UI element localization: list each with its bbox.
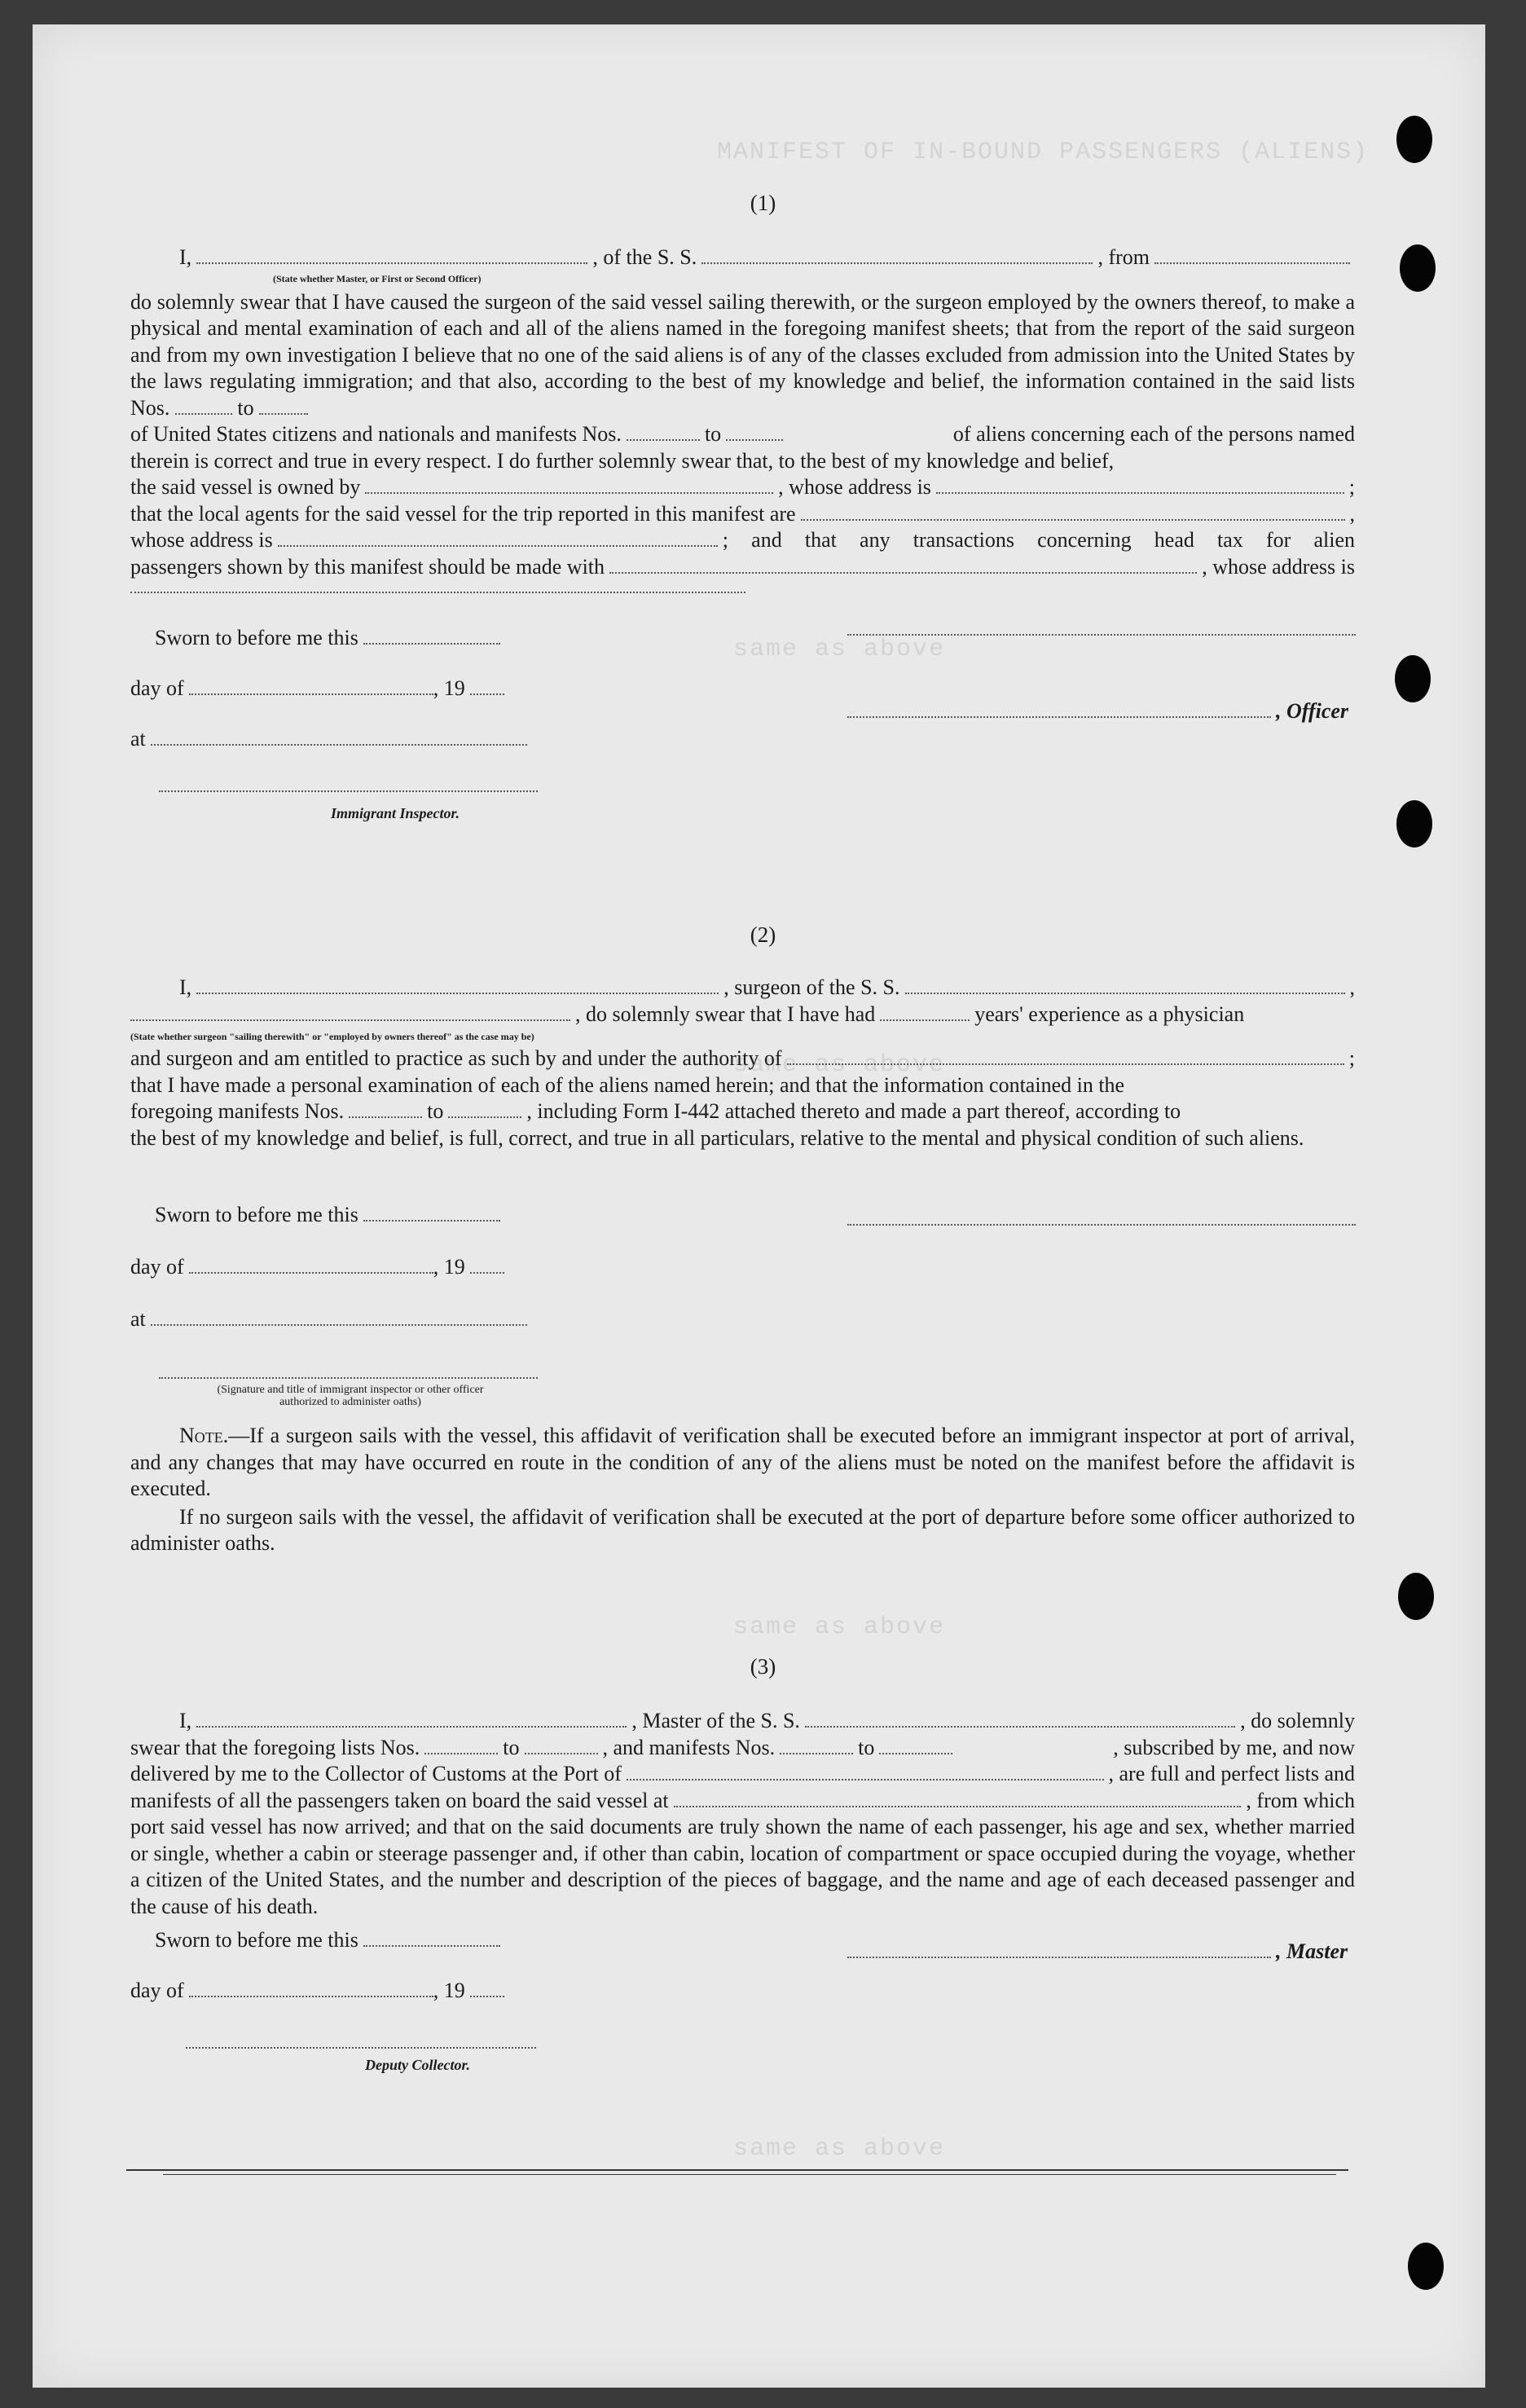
lists-to-field[interactable] [259,413,308,415]
section-2-status-note: (State whether surgeon "sailing therewith" or "employed by owners thereof" as the case may be) [130,1031,534,1042]
section-2-line-4: that I have made a personal examination of each of the aliens named herein; and that the information contained in the [130,1072,1125,1097]
section-1-year-field[interactable] [470,679,504,695]
section-2-oath [130,975,1355,1151]
section-3-year-field[interactable] [470,1981,504,1997]
head-tax-address-field[interactable] [130,580,745,593]
bottom-rule-thin [163,2174,1336,2175]
local-agents-field[interactable] [801,504,1345,521]
bleed-through-text: MANIFEST OF IN-BOUND PASSENGERS (ALIENS) [717,139,1370,166]
authority-field[interactable] [787,1049,1344,1065]
punch-hole [1396,116,1432,163]
section-1-rank-note: (State whether Master, or First or Second Officer) [273,273,482,284]
section-1-citizens-line: of United States citizens and nationals and manifests Nos. to of aliens concerning each of the persons named [130,422,1355,446]
section-1-body-2: therein is correct and true in every respect. I do further solemnly swear that, to the best of my knowledge and belief, [130,448,1115,473]
section-3-manifests-to-field[interactable] [879,1738,952,1754]
owner-address-field[interactable] [936,478,1344,494]
section-3-line-3: delivered by me to the Collector of Customs at the Port of , are full and perfect lists and [130,1762,1355,1785]
section-1-at-field[interactable] [151,729,527,746]
master-signature-field[interactable] [847,1942,1271,1958]
deputy-collector-signature-field[interactable] [186,2047,536,2049]
section-3-sworn-date-field[interactable] [363,1930,500,1947]
port-of-arrival-field[interactable] [627,1764,1104,1781]
section-1-oath [130,244,1355,593]
section-2-line-1: I, , surgeon of the S. S. , [179,975,1355,999]
lists-from-field[interactable] [175,413,232,415]
surgeon-manifests-from-field[interactable] [349,1102,422,1118]
section-3-lists-from-field[interactable] [424,1738,498,1754]
years-experience-field[interactable] [880,1005,970,1021]
section-3-body: port said vessel has now arrived; and that on the said documents are truly shown the name of each passenger, his age and sex, whether married or single, whether a cabin or steerage passenger and, if other than cabin, location of compartment or space occupied during the voyage, whether a citizen of the United States, and the number and description of the pieces of baggage, and the name and age of each deceased passenger and the cause of his death. [130,1815,1355,1918]
manifests-from-field[interactable] [627,425,700,441]
section-2-day-line: day of , 19 [130,1255,509,1279]
vessel-name-field[interactable] [701,248,1093,264]
section-3-day-line: day of , 19 [130,1979,509,2003]
section-3-sworn-line: Sworn to before me this [155,1928,505,1952]
section-1-owner-line: the said vessel is owned by , whose address is ; [130,475,1355,499]
punch-hole [1398,1573,1434,1620]
section-1-sworn-line: Sworn to before me this [155,626,505,650]
agents-address-field[interactable] [278,530,718,547]
master-name-field[interactable] [196,248,587,264]
bleed-through-text: same as above [733,2135,946,2163]
head-tax-contact-field[interactable] [609,557,1197,574]
section-1-agents-line: that the local agents for the said vessel for the trip reported in this manifest are , [130,501,1355,526]
section-3-line-1: I, , Master of the S. S. , do solemnly [179,1709,1355,1732]
section-2-month-field[interactable] [189,1257,433,1274]
inspector-signature-field[interactable] [159,790,538,792]
section-2-sworn-date-field[interactable] [363,1205,500,1222]
section-1-body: do solemnly swear that I have caused the surgeon of the said vessel sailing therewith, or the surgeon employed by the owners thereof, to make a physical and mental examination of each and all of the aliens named in the foregoing manifest sheets; that from the report of the said surgeon and from my own investigation I believe that no one of the said aliens is of any of the classes excluded from admission into the United States by the laws regulating immigration; and that also, according to the best of my knowledge and belief, the information contained in the said lists Nos. to [130,289,1355,420]
inspector-caption: Immigrant Inspector. [331,805,460,821]
officer-signature-field[interactable] [847,702,1271,718]
section-3-lists-to-field[interactable] [525,1738,598,1754]
section-1-at-line: at [130,727,532,751]
section-1-head-tax-line: passengers shown by this manifest should be made with , whose address is [130,554,1355,579]
section-2-at-line: at [130,1307,532,1332]
section-2-line-6: the best of my knowledge and belief, is full, correct, and true in all particulars, relative to the mental and physical condition of such aliens. [130,1125,1304,1150]
section-3-line-2: swear that the foregoing lists Nos. to , and manifests Nos. to , subscribed by me, and now [130,1735,1355,1759]
section-3-master-name-field[interactable] [196,1711,627,1728]
manifests-to-field[interactable] [726,425,783,441]
punch-hole [1396,800,1432,847]
note-paragraph-2: If no surgeon sails with the vessel, the affidavit of verification shall be executed at the port of departure before some officer authorized to administer oaths. [130,1504,1355,1555]
section-1-line-1: I, , of the S. S. , from [130,244,1355,271]
section-2-line-2: , do solemnly swear that I have had years' experience as a physician [130,1001,1355,1028]
note-paragraph-1: Note.—If a surgeon sails with the vessel, this affidavit of verification shall be executed before an immigrant inspector at port of arrival, and any changes that may have occurred en route in the condition of any of the aliens must be noted on the manifest before the affidavit is executed. [130,1424,1355,1500]
surgeon-vessel-field[interactable] [905,978,1345,994]
punch-hole [1408,2243,1444,2290]
punch-hole [1400,244,1436,292]
surgeon-manifests-to-field[interactable] [448,1102,521,1118]
section-1-month-field[interactable] [189,679,433,695]
section-2-title: (2) [750,922,776,947]
surgeon-status-field[interactable] [130,1005,570,1021]
owner-field[interactable] [365,478,773,494]
surgeon-signature-field[interactable] [847,1224,1356,1226]
bleed-through-text: same as above [733,1051,946,1079]
bleed-through-text: same as above [733,636,946,663]
section-3-line-4: manifests of all the passengers taken on board the said vessel at , from which [130,1788,1355,1812]
verification-note [130,1423,1355,1557]
officer-extra-line[interactable] [847,634,1356,636]
master-signature-line: , Master [847,1939,1348,1964]
section-2-official-signature-field[interactable] [159,1377,538,1379]
section-1-day-line: day of , 19 [130,676,509,701]
bottom-rule [126,2169,1348,2171]
section-1-title: (1) [750,191,776,215]
section-2-at-field[interactable] [151,1310,527,1326]
surgeon-name-field[interactable] [196,978,719,994]
section-3-month-field[interactable] [189,1981,433,1997]
from-port-field[interactable] [1154,248,1350,264]
section-2-line-3: and surgeon and am entitled to practice as such by and under the authority of ; [130,1046,1355,1070]
section-1-agents-address-line: whose address is ; and that any transactions concerning head tax for alien [130,528,1355,552]
section-3-vessel-field[interactable] [805,1711,1235,1728]
punch-hole [1395,655,1431,702]
section-2-signature-caption: (Signature and title of immigrant inspector or other officer authorized to administer oaths) [217,1384,484,1408]
section-2-sworn-line: Sworn to before me this [155,1203,505,1227]
section-3-title: (3) [750,1654,776,1679]
section-2-line-5: foregoing manifests Nos. to , including Form I-442 attached thereto and made a part thereof, according to [130,1099,1181,1123]
port-of-embarkation-field[interactable] [674,1791,1242,1807]
section-2-year-field[interactable] [470,1257,504,1274]
section-3-manifests-from-field[interactable] [780,1738,853,1754]
officer-signature-line: , Officer [847,699,1348,724]
bleed-through-text: same as above [733,1613,946,1641]
section-1-sworn-date-field[interactable] [363,628,500,645]
section-3-oath [130,1708,1355,1920]
deputy-collector-caption: Deputy Collector. [365,2057,470,2073]
